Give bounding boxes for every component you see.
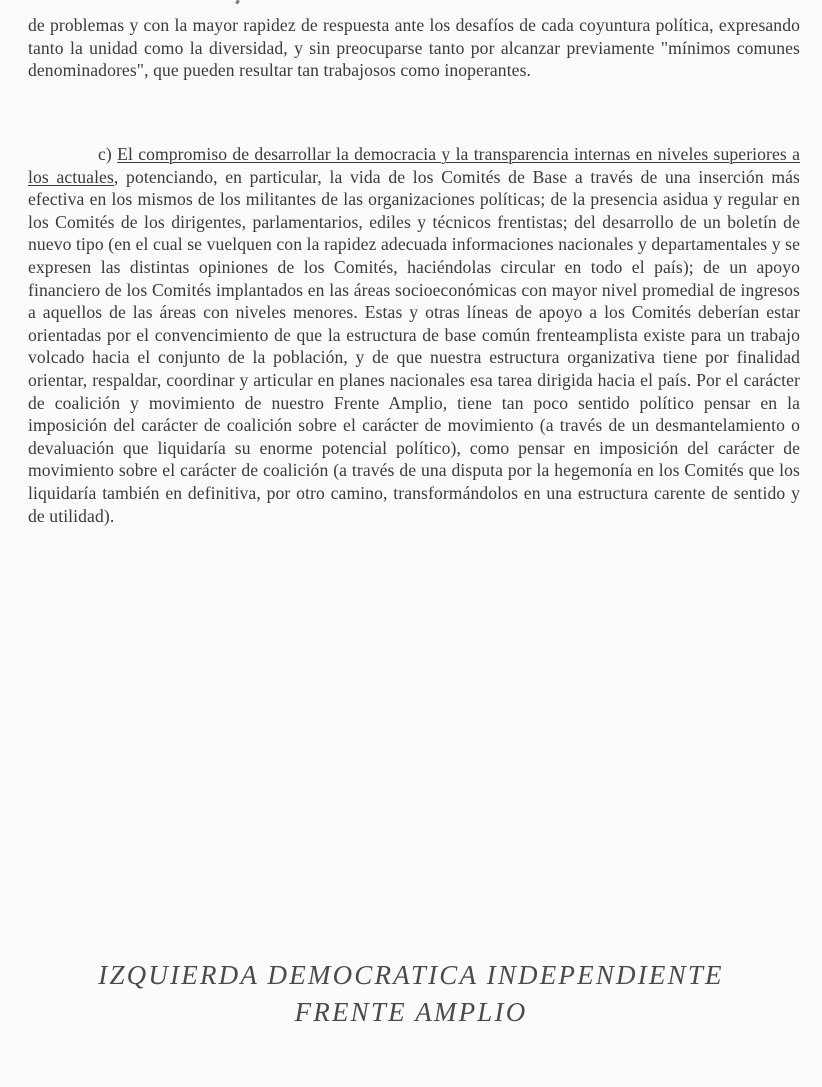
- paragraph-c-body: , potenciando, en particular, la vida de los Comités de Base a través de una inserción más efectiva en los mismos de los militantes de las organizaciones políticas; de la presencia asidua y regular en los Comités de los dirigentes, parlamentarios, ediles y técnicos frentistas; del desarrollo de un boletín de nuevo tipo (en el cual se vuelquen con la rapidez adecuada informaciones nacionales y departamentales y se expresen las distintas opiniones de los Comités, haciéndolas circular en todo el país); de un apoyo financiero de los Comités implantados en las áreas socioeconómicas con mayor nivel promedial de ingresos a aquellos de las áreas con niveles menores. Estas y otras líneas de apoyo a los Comités deberían estar orientadas por el convencimiento de que la estructura de base común frenteamplista existe para un trabajo volcado hacia el conjunto de la población, y de que nuestra estructura organizativa tiene por finalidad orientar, respaldar, coordinar y articular en planes nacionales esa tarea dirigida hacia el país. Por el carácter de coalición y movimiento de nuestro Frente Amplio, tiene tan poco sentido político pensar en la imposición del carácter de coalición sobre el carácter de movimiento (a través de un desmantelamiento o devaluación que liquidaría su enorme potencial político), como pensar en imposición del carácter de movimiento sobre el carácter de coalición (a través de una disputa por la hegemonía en los Comités que los liquidaría también en definitiva, por otro camino, transformándolos en una estructura carente de sentido y de utilidad).: [28, 166, 800, 526]
- footer-organization-name: IZQUIERDA DEMOCRATICA INDEPENDIENTE: [98, 960, 724, 990]
- paragraph-c: [28, 143, 800, 527]
- scan-mark: [235, 0, 240, 4]
- paragraph-c-marker: c): [98, 144, 112, 164]
- footer-coalition-name: FRENTE AMPLIO: [294, 997, 528, 1027]
- paragraph-c-heading: El compromiso de desarrollar la democracia y la transparencia internas en niveles superiores a los actuales: [28, 144, 801, 187]
- paragraph-top: de problemas y con la mayor rapidez de respuesta ante los desafíos de cada coyuntura política, expresando tanto la unidad como la diversidad, y sin preocuparse tanto por alcanzar previamente "mínimos comunes denominadores", que pueden resultar tan trabajosos como inoperantes.: [28, 15, 800, 81]
